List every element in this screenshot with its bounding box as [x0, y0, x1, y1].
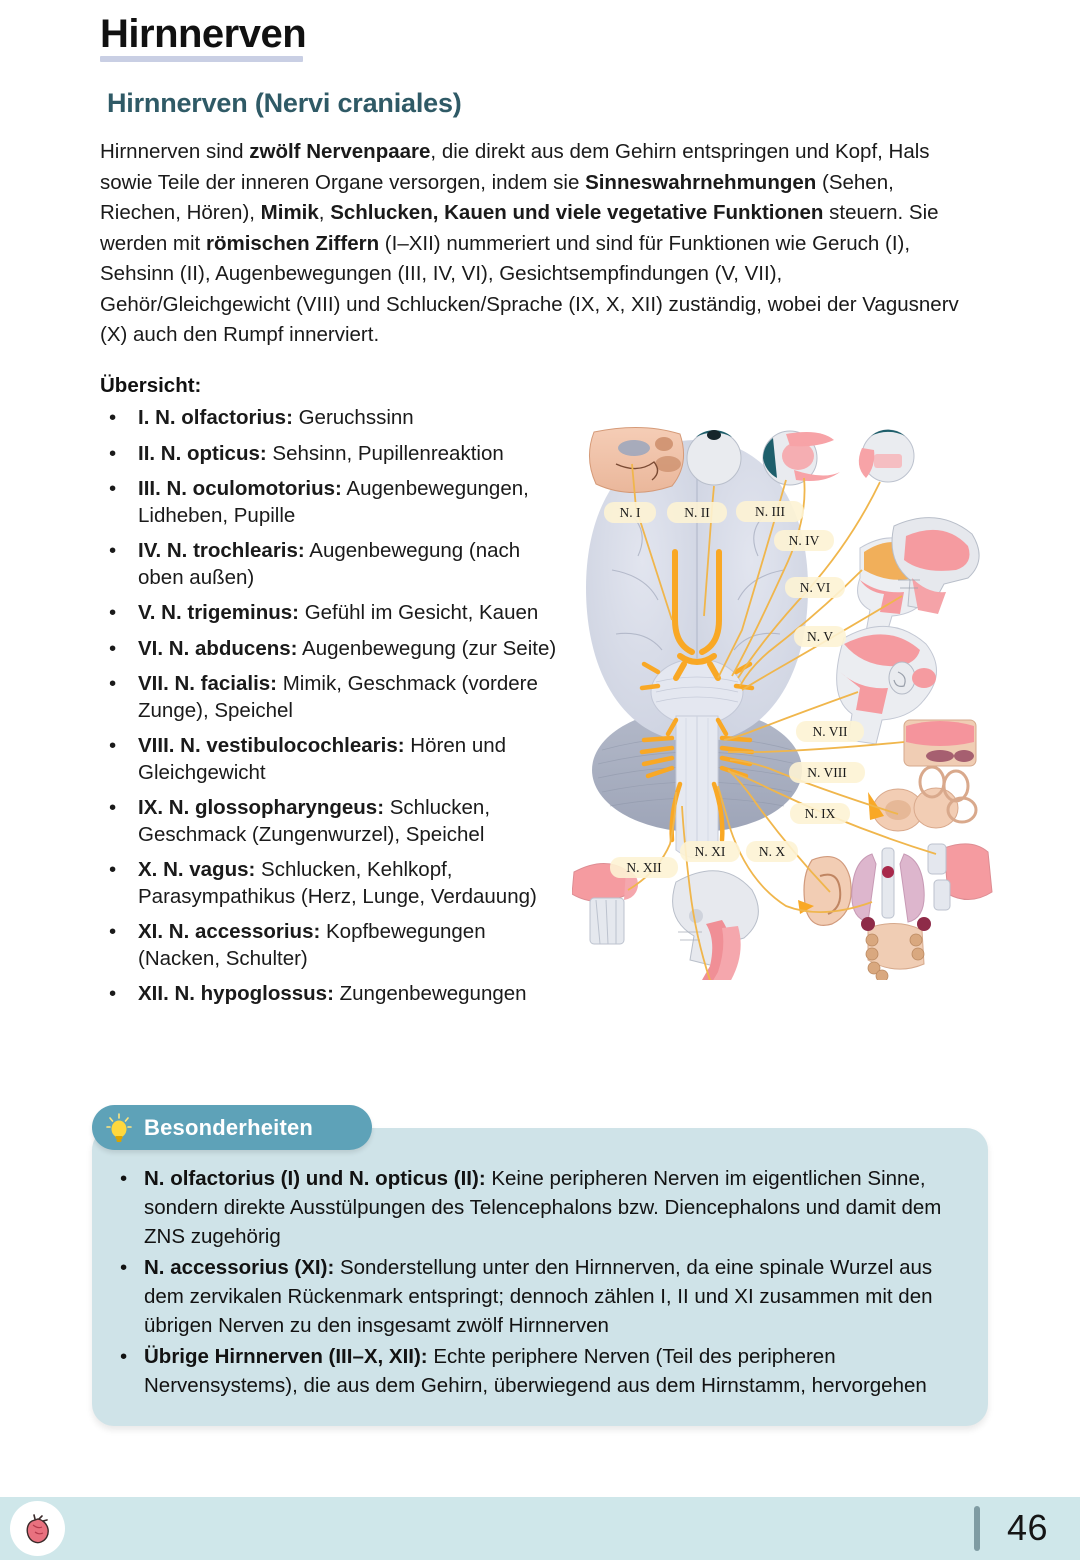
nerve-label-text: N. XII	[626, 860, 662, 875]
callout-list-item	[106, 1164, 972, 1251]
nerve-list-item	[100, 733, 560, 786]
nerve-label-text: N. V	[806, 629, 834, 644]
nerve-list-item	[100, 405, 560, 432]
list-bullet: •	[109, 601, 117, 624]
nerve-label-text: N. VII	[812, 724, 848, 739]
nerve-description: Kopfbewegungen (Nacken, Schulter)	[138, 920, 486, 970]
nerve-description: Schlucken, Geschmack (Zungenwurzel), Speichel	[138, 796, 491, 846]
page-title-wrap	[100, 12, 306, 56]
section-heading: Hirnnerven (Nervi craniales)	[107, 88, 462, 118]
list-bullet: •	[109, 636, 117, 660]
skull-scm-illustration	[673, 871, 759, 980]
callout-item-text: Keine peripheren Nerven im eigentlichen Sinne, sondern direkte Ausstülpungen des Telencephalons bzw. Diencephalons und damit dem ZNS zugehörig	[144, 1167, 942, 1248]
nerve-list-item	[100, 671, 560, 724]
nerve-name: III. N. oculomotorius:	[138, 477, 342, 500]
eye-muscles-illustration	[763, 431, 840, 485]
nerve-description: Sehsinn, Pupillenreaktion	[266, 441, 504, 465]
page-number-rule	[974, 1506, 980, 1551]
nerve-list	[100, 405, 560, 1017]
tongue-taste-illustration	[904, 720, 976, 766]
nerve-name: XII. N. hypoglossus:	[138, 982, 334, 1005]
nerve-name: VII. N. facialis:	[138, 672, 277, 695]
nerve-name: I. N. olfactorius:	[138, 406, 293, 429]
nerve-name: II. N. opticus:	[138, 441, 267, 465]
list-bullet: •	[109, 858, 117, 881]
intro-paragraph: Hirnnerven sind zwölf Nervenpaare, die direkt aus dem Gehirn entspringen und Kopf, Hals sowie Teile der inneren Organe versorgen, indem sie Sinneswahrnehmungen (Sehen, Riechen, Hören), Mimik, Schlucken, Kauen und viele vegetative Funktionen steuern. Sie werden mit römischen Ziffern (I–XII) nummeriert und sind für Funktionen wie Geruch (I), Sehsinn (II), Augenbewegungen (III, IV, VI), Gesichtsempfindungen (V, VII), Gehör/Gleichgewicht (VIII) und Schlucken/Sprache (IX, X, XII) zuständig, wobei der Vagusnerv (X) auch den Rumpf innerviert.	[100, 140, 959, 346]
callout-list-item	[106, 1253, 972, 1340]
page-title: Hirnnerven	[100, 12, 307, 56]
nerve-label-text: N. VI	[799, 580, 831, 595]
nerve-name: VIII. N. vestibulocochlearis:	[138, 734, 405, 757]
nerve-list-item	[100, 795, 560, 848]
list-bullet: •	[109, 672, 117, 695]
nerve-description: Geruchssinn	[292, 406, 414, 429]
nerve-name: VI. N. abducens:	[138, 636, 298, 660]
list-bullet: •	[120, 1167, 128, 1190]
nerve-label-text: N. I	[619, 505, 641, 520]
lightbulb-icon	[104, 1112, 134, 1144]
callout-item-lead: N. accessorius (XI):	[144, 1256, 335, 1279]
nerve-list-item	[100, 538, 560, 591]
besonderheiten-callout	[92, 1114, 988, 1426]
nerve-label-n9	[790, 803, 850, 824]
nerve-label-text: N. X	[758, 844, 786, 859]
nerve-list-item	[100, 981, 560, 1008]
nerve-label-text: N. IX	[804, 806, 836, 821]
nerve-description: Mimik, Geschmack (vordere Zunge), Speichel	[138, 672, 538, 722]
nerve-description: Augenbewegung (zur Seite)	[297, 636, 557, 660]
list-bullet: •	[109, 477, 117, 500]
nerve-label-n8	[789, 762, 865, 783]
nerve-label-n1	[604, 502, 656, 523]
nerve-label-n12	[610, 857, 678, 878]
list-bullet: •	[109, 796, 117, 819]
nerve-label-text: N. IV	[788, 533, 820, 548]
nerve-list-item	[100, 600, 560, 627]
callout-title: Besonderheiten	[144, 1114, 314, 1140]
nerve-label-n11	[680, 841, 740, 862]
callout-list-item	[106, 1342, 972, 1400]
nerve-description: Hören und Gleichgewicht	[138, 734, 507, 784]
footer-logo	[10, 1501, 65, 1556]
nerve-label-text: N. III	[755, 504, 785, 519]
nerve-label-n2	[667, 502, 727, 523]
nerve-description: Augenbewegungen, Lidheben, Pupille	[138, 477, 529, 527]
nerve-label-n3	[736, 501, 804, 522]
callout-item-lead: Übrige Hirnnerven (III–X, XII):	[144, 1345, 428, 1368]
nerve-name: X. N. vagus:	[138, 858, 256, 881]
nerve-list-item	[100, 441, 560, 468]
nerve-name: XI. N. accessorius:	[138, 920, 321, 943]
nerve-list-item	[100, 919, 560, 972]
list-bullet: •	[120, 1345, 128, 1368]
nerve-name: IX. N. glossopharyngeus:	[138, 796, 385, 819]
callout-item-text: Echte periphere Nerven (Teil des peripheren Nervensystems), die aus dem Gehirn, überwiegend aus dem Hirnstamm, hervorgehen	[144, 1345, 927, 1397]
callout-list	[106, 1164, 972, 1402]
nerve-description: Schlucken, Kehlkopf, Parasympathikus (Herz, Lunge, Verdauung)	[138, 858, 537, 908]
title-underline	[100, 56, 303, 62]
nerve-label-n7	[796, 721, 864, 742]
list-bullet: •	[109, 539, 117, 562]
nerve-label-text: N. XI	[694, 844, 726, 859]
nerve-label-n10	[746, 841, 798, 862]
nerve-description: Gefühl im Gesicht, Kauen	[299, 601, 539, 624]
nerve-list-item	[100, 636, 560, 663]
nerve-label-n6	[785, 577, 845, 598]
list-bullet: •	[120, 1256, 128, 1279]
nerve-label-text: N. II	[684, 505, 710, 520]
list-bullet: •	[109, 920, 117, 943]
pharynx-illustration	[928, 844, 992, 910]
nerve-name: IV. N. trochlearis:	[138, 539, 305, 562]
callout-item-text: Sonderstellung unter den Hirnnerven, da eine spinale Wurzel aus dem zervikalen Rückenmark entspringt; dennoch zählen I, II und XI zusammen mit den übrigen Nerven zu den insgesamt zwölf Hirnnerven	[144, 1256, 933, 1337]
nerve-description: Augenbewegung (nach oben außen)	[138, 539, 521, 589]
anatomical-heart-icon	[23, 1513, 53, 1545]
nerve-label-n5	[794, 626, 846, 647]
list-bullet: •	[109, 982, 117, 1005]
inner-ear-illustration	[868, 767, 976, 831]
callout-item-lead: N. olfactorius (I) und N. opticus (II):	[144, 1167, 486, 1190]
page-number: 46	[1006, 1507, 1048, 1548]
nerve-list-item	[100, 476, 560, 529]
list-bullet: •	[109, 441, 117, 465]
overview-heading: Übersicht:	[100, 374, 202, 397]
nasal-cavity-illustration	[589, 427, 683, 492]
eye-superior-oblique-illustration	[859, 430, 914, 482]
cranial-nerves-diagram	[572, 420, 1008, 980]
list-bullet: •	[109, 406, 117, 429]
footer-bar	[0, 1497, 1080, 1560]
nerve-description: Zungenbewegungen	[333, 982, 527, 1005]
lungs-intestines-illustration	[852, 848, 931, 980]
callout-header	[92, 1105, 372, 1150]
list-bullet: •	[109, 734, 117, 757]
eyeball-optic-illustration	[687, 430, 741, 485]
nerve-label-n4	[774, 530, 834, 551]
nerve-label-text: N. VIII	[807, 765, 847, 780]
nerve-list-item	[100, 857, 560, 910]
nerve-name: V. N. trigeminus:	[138, 601, 299, 624]
